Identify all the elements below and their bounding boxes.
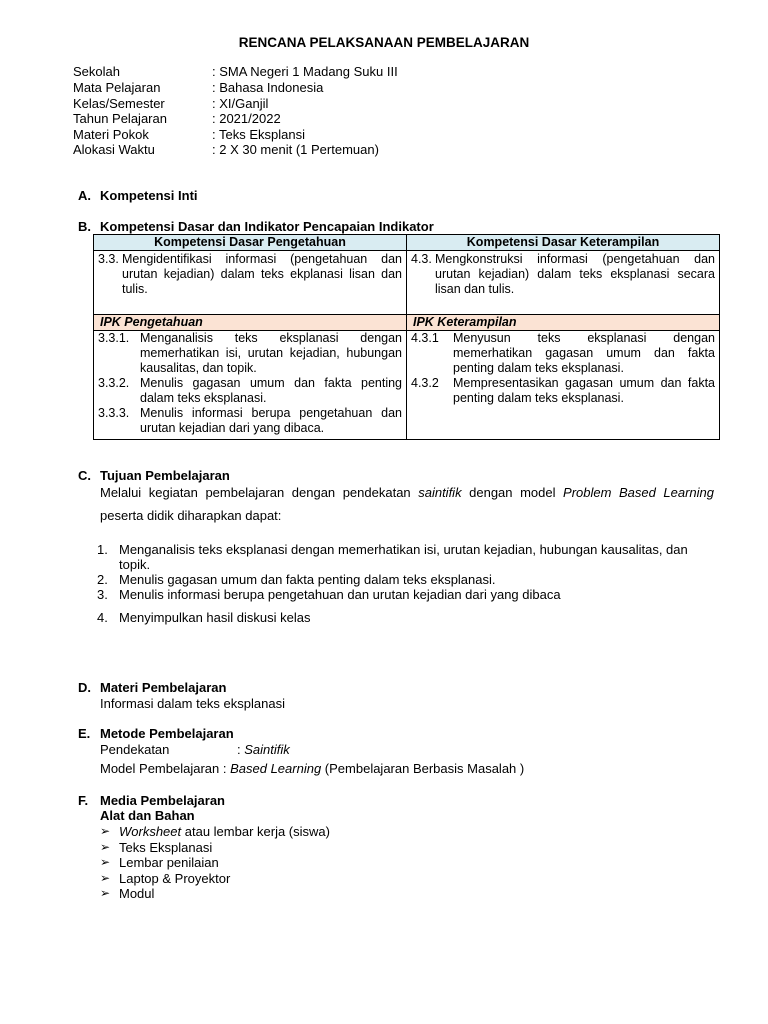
kd-number: 3.3. [98,252,119,266]
arrow-bullet-icon: ➢ [100,855,111,869]
list-text: Menyimpulkan hasil diskusi kelas [119,610,311,625]
ipk-item [98,331,402,376]
kd-item [411,252,715,297]
model-sep: : [222,761,227,776]
meta-label: Sekolah [73,64,120,79]
kd-text: Mengkonstruksi informasi (pengetahuan dan urutan kejadian) dalam teks eksplanasi secara lisan dan tulis. [435,252,715,296]
model-row [100,761,524,777]
ipk-text: Mempresentasikan gagasan umum dan fakta penting dalam teks eksplanasi. [453,376,715,405]
ipk-number: 4.3.2 [411,376,439,390]
section-title: Metode Pembelajaran [100,726,234,741]
list-number: 1. [97,542,108,557]
section-title: Tujuan Pembelajaran [100,468,230,483]
list-item [100,871,330,887]
pendekatan-row [100,742,290,758]
ipk-pengetahuan-cell [94,331,407,440]
meta-value: : Bahasa Indonesia [212,80,324,95]
list-item [97,610,717,625]
ipk-text: Menulis informasi berupa pengetahuan dan urutan kejadian dari yang dibaca. [140,406,402,435]
alat-bahan-subtitle: Alat dan Bahan [100,808,195,823]
list-text: Menganalisis teks eksplanasi dengan memerhatikan isi, urutan kejadian, hubungan kausalitas, dan topik. [119,542,688,572]
arrow-bullet-icon: ➢ [100,870,111,885]
ipk-number: 3.3.2. [98,376,130,390]
ipk-number: 4.3.1 [411,331,439,345]
ipk-keterampilan-header: IPK Keterampilan [407,315,720,331]
model-value-rest: (Pembelajaran Berbasis Masalah ) [321,761,525,776]
kd-keterampilan-cell [407,251,720,315]
meta-value: : Teks Eksplansi [212,127,305,142]
section-letter: D. [78,680,91,695]
ipk-text: Menulis gagasan umum dan fakta penting dalam teks eksplanasi. [140,376,402,405]
ipk-text: Menganalisis teks eksplanasi dengan memerhatikan isi, urutan kejadian, hubungan kausalitas, dan topik. [140,331,402,375]
list-item [100,824,330,840]
meta-label: Alokasi Waktu [73,142,155,157]
list-item [97,542,717,572]
section-letter: B. [78,219,91,234]
list-item [100,840,330,856]
section-title: Materi Pembelajaran [100,680,227,695]
meta-label: Tahun Pelajaran [73,111,167,126]
meta-label: Mata Pelajaran [73,80,161,95]
list-text: Menulis informasi berupa pengetahuan dan urutan kejadian dari yang dibaca [119,587,561,602]
tujuan-list [97,542,717,625]
list-text: Menulis gagasan umum dan fakta penting dalam teks eksplanasi. [119,572,496,587]
pendekatan-value: Saintifik [244,742,290,757]
media-list [100,824,330,902]
section-letter: C. [78,468,91,483]
list-item [100,886,330,902]
ipk-number: 3.3.1. [98,331,130,345]
meta-value: : XI/Ganjil [212,96,269,111]
list-text: Teks Eksplanasi [119,839,213,855]
materi-content: Informasi dalam teks eksplanasi [100,696,285,711]
meta-label: Kelas/Semester [73,96,165,111]
kd-item [98,252,402,297]
meta-label: Materi Pokok [73,127,149,142]
model-value-em: Based Learning [230,761,322,776]
list-number: 4. [97,610,108,625]
kd-text: Mengidentifikasi informasi (pengetahuan dan urutan kejadian) dalam teks ekplanasi lisan dan tulis. [122,252,402,296]
arrow-bullet-icon: ➢ [100,824,111,838]
pendekatan-label: Pendekatan [100,742,170,757]
ipk-pengetahuan-header: IPK Pengetahuan [94,315,407,331]
list-item [100,855,330,871]
arrow-bullet-icon: ➢ [100,886,111,900]
arrow-bullet-icon: ➢ [100,839,111,854]
section-letter: A. [78,188,91,203]
ipk-number: 3.3.3. [98,406,130,420]
section-title: Kompetensi Inti [100,188,198,203]
list-number: 3. [97,587,108,602]
pendekatan-sep: : [237,742,241,757]
meta-value: : SMA Negeri 1 Madang Suku III [212,64,398,79]
model-label: Model Pembelajaran [100,761,220,776]
list-number: 2. [97,572,108,587]
ipk-item [411,331,715,376]
ipk-text: Menyusun teks eksplanasi dengan memerhatikan gagasan umum dan fakta penting dalam teks eksplanasi. [453,331,715,375]
ipk-keterampilan-cell [407,331,720,440]
section-letter: F. [78,793,89,808]
document-title: RENCANA PELAKSANAAN PEMBELAJARAN [238,35,530,50]
meta-value: : 2021/2022 [212,111,281,126]
list-text: Laptop & Proyektor [119,870,231,886]
kompetensi-table [93,234,720,440]
section-title: Media Pembelajaran [100,793,225,808]
list-text: Lembar penilaian [119,855,219,870]
col-header-keterampilan: Kompetensi Dasar Keterampilan [407,235,720,251]
list-item [97,572,717,587]
list-text: atau lembar kerja (siswa) [181,824,330,839]
kd-pengetahuan-cell [94,251,407,315]
ipk-item [411,376,715,406]
col-header-pengetahuan: Kompetensi Dasar Pengetahuan [94,235,407,251]
ipk-item [98,406,402,436]
section-title: Kompetensi Dasar dan Indikator Pencapaian Indikator [100,219,434,234]
kd-number: 4.3. [411,252,432,266]
list-text: Modul [119,886,155,901]
section-letter: E. [78,726,91,741]
list-item [97,587,717,602]
ipk-item [98,376,402,406]
meta-value: : 2 X 30 menit (1 Pertemuan) [212,142,379,157]
list-text-em: Worksheet [119,824,182,839]
tujuan-intro: Melalui kegiatan pembelajaran dengan pendekatan saintifik dengan model Problem Based Learning peserta didik diharapkan dapat: [100,485,715,523]
